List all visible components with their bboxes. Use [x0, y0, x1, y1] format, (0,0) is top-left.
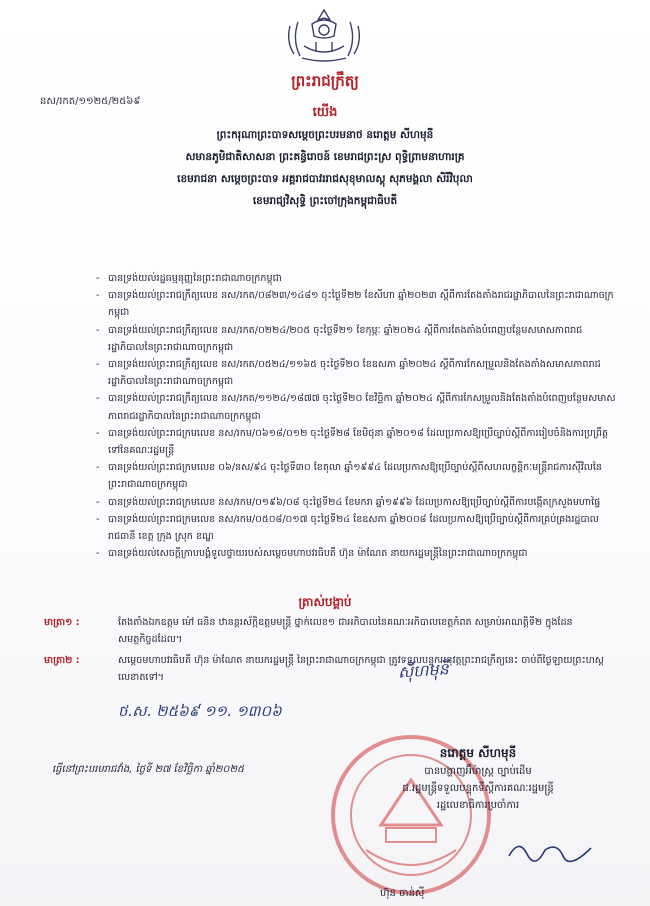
we-heading: យើង [312, 105, 338, 120]
decree-title: ព្រះរាជក្រឹត្យ [291, 72, 359, 90]
citation-item: - បានទ្រង់យល់ព្រះរាជក្រឹត្យលេខ នស/រកត/០៥២៤/១១៦៥ ចុះថ្ងៃទី២០ ខែឧសភា ឆ្នាំ២០២៤ ស្តីពីការកែសម្រួលនិងតែងតាំងសមាសភាពរាជរដ្ឋាភិបាលនៃព្រះរាជាណាចក្រកម្ពុជា [96, 356, 616, 390]
royal-coat-of-arms-icon [272, 6, 376, 66]
signer-block [318, 745, 638, 814]
countersigner-name: ហ៊ុន ចាន់ស៊ី [380, 888, 425, 899]
place-and-date: ធ្វើនៅព្រះបរមរាជវាំង, ថ្ងៃទី ២៧ ខែវិច្ឆិកា ឆ្នាំ២០២៥ [52, 764, 245, 775]
citation-item: - បានទ្រង់យល់ព្រះរាជក្រឹត្យលេខ នស/រកត/១១២៤/១៨៧៧ ចុះថ្ងៃទី២០ ខែវិច្ឆិកា ឆ្នាំ២០២៤ ស្តីពីការកែសម្រួលនិងតែងតាំងបំពេញបន្ថែមសមាសភាពរាជរដ្ឋាភិបាលនៃព្រះរាជាណាចក្រកម្ពុជា [96, 390, 616, 424]
signer-title: ជ.រដ្ឋមន្ត្រីទទួលបន្ទុកទីស្តីការគណៈរដ្ឋមន្ត្រី [402, 783, 554, 794]
royal-title-line-3: ខេមរាជនា សម្តេចព្រះបាទ អគ្គរាជបាវររាជសុខុមាលស្តុ សុភមង្គលា សិរីវិបុលា [177, 173, 473, 185]
citation-item: - បានទ្រង់យល់ព្រះរាជក្រមលេខ នស/រកម/០១៩៦/០៨ ចុះថ្ងៃទី២៤ ខែមករា ឆ្នាំ១៩៩៦ ដែលប្រកាសឱ្យប្រើច្បាប់ស្តីពីការបង្កើតក្រសួងមហាផ្ទៃ [96, 494, 616, 511]
citation-item: - បានទ្រង់យល់ព្រះរាជក្រមលេខ នស/រកម/០៥០៨/០១៧ ចុះថ្ងៃទី២៤ ខែឧសភា ឆ្នាំ២០០៨ ដែលប្រកាសឱ្យប្រើច្បាប់ស្តីពីការគ្រប់គ្រងរដ្ឋបាលរាជធានី ខេត្ត ក្រុង ស្រុក ខណ្ឌ [96, 511, 616, 545]
document-number: នស/រកត/១១២៥/២៥៦៩ [40, 96, 141, 107]
royal-title-line-4: ខេមរាជ្យវិសុទ្ធិ ព្រះចៅក្រុងកម្ពុជាធិបតី [252, 195, 398, 207]
article-text: សម្តេចមហាបវរធិបតី ហ៊ុន ម៉ាណែត នាយករដ្ឋមន្ត្រី នៃព្រះរាជាណាចក្រកម្ពុជា ត្រូវទទួលបន្ទុកអនុវត្តព្រះរាជក្រឹត្យនេះ ចាប់ពីថ្ងៃឡាយព្រះហស្តលេខាតទៅ។ [118, 655, 604, 683]
article-label: មាត្រា២ : [44, 655, 80, 666]
citation-item: - បានទ្រង់យល់ព្រះរាជក្រមលេខ នស/រកម/០៦១៨/០១២ ចុះថ្ងៃទី២៨ ខែមិថុនា ឆ្នាំ២០១៨ ដែលប្រកាសឱ្យប្រើច្បាប់ស្តីពីការរៀបចំនិងការប្រព្រឹត្តទៅនៃគណៈរដ្ឋមន្ត្រី [96, 425, 616, 459]
signer-subtitle: រដ្ឋលេខាធិការប្រចាំការ [436, 800, 520, 811]
article-2 [44, 652, 604, 686]
handwritten-date: ថ.ស. ២៥៦៩ ១១. ១៣០៦ [118, 702, 282, 720]
article-text: តែងតាំងឯកឧត្តម ម៉ៅ ធនិន ឋានន្តរស័ក្តិឧត្តមមន្ត្រី ថ្នាក់លេខ១ ជាអភិបាលនៃគណៈអភិបាលខេត្តកំពត សម្រាប់អាណត្តិទី២ ក្នុងដែនសមត្ថកិច្ចដដែល។ [118, 617, 573, 645]
signer-name: នរោត្តម សីហមុនី [439, 746, 517, 760]
citation-item: - បានទ្រង់យល់ព្រះរាជក្រឹត្យលេខ នស/រកត/០២២៤/២០៥ ចុះថ្ងៃទី២១ ខែកុម្ភៈ ឆ្នាំ២០២៤ ស្តីពីការតែងតាំងបំពេញបន្ថែមសមាសភាពរាជរដ្ឋាភិបាលនៃព្រះរាជាណាចក្រកម្ពុជា [96, 322, 616, 356]
citation-item: - បានទ្រង់យល់ព្រះរាជក្រឹត្យលេខ នស/រកត/០៨២៣/១៤៨១ ចុះថ្ងៃទី២២ ខែសីហា ឆ្នាំ២០២៣ ស្តីពីការតែងតាំងរាជរដ្ឋាភិបាលនៃព្រះរាជាណាចក្រកម្ពុជា [96, 287, 616, 321]
citation-item: - បានទ្រង់យល់ព្រះរាជក្រមលេខ ០៦/នស/៩៤ ចុះថ្ងៃទី៣០ ខែតុលា ឆ្នាំ១៩៩៤ ដែលប្រកាសឱ្យប្រើច្បាប់ស្តីពីសហលក្ខន្តិកៈមន្ត្រីរាជការស៊ីវិលនៃព្រះរាជាណាចក្រកម្ពុជា [96, 459, 616, 493]
royal-title-line-1: ព្រះករុណាព្រះបាទសម្តេចព្រះបរមនាថ នរោត្តម សីហមុនី [216, 129, 434, 141]
citation-item: - បានទ្រង់យល់សេចក្តីក្រាបបង្គំទូលថ្វាយរបស់សម្តេចមហាបវរធិបតី ហ៊ុន ម៉ាណែត នាយករដ្ឋមន្ត្រីនៃព្រះរាជាណាចក្រកម្ពុជា [96, 545, 616, 562]
article-label: មាត្រា១ : [44, 617, 80, 628]
signer-certification: បានបង្ហាញអ៊ីម៉ាស្រ្ត ច្បាប់ដើម [424, 766, 532, 777]
section-title: ត្រាស់បង្គាប់ [298, 595, 352, 609]
citation-item: - បានទ្រង់យល់រដ្ឋធម្មនុញ្ញនៃព្រះរាជាណាចក្រកម្ពុជា [96, 270, 616, 287]
citation-list [96, 270, 616, 562]
article-1 [44, 614, 604, 648]
royal-title-line-2: សមានភូមិជាតិសាសនា ព្រះគន្ធិរោចន៍ ខេមរាជព្រះស្រ ពុទ្ធិព្រាមនាហារគ្រ [185, 151, 465, 163]
royal-initials: ស៊ីហមុនី [397, 659, 450, 682]
handwritten-signature-icon [505, 830, 595, 870]
